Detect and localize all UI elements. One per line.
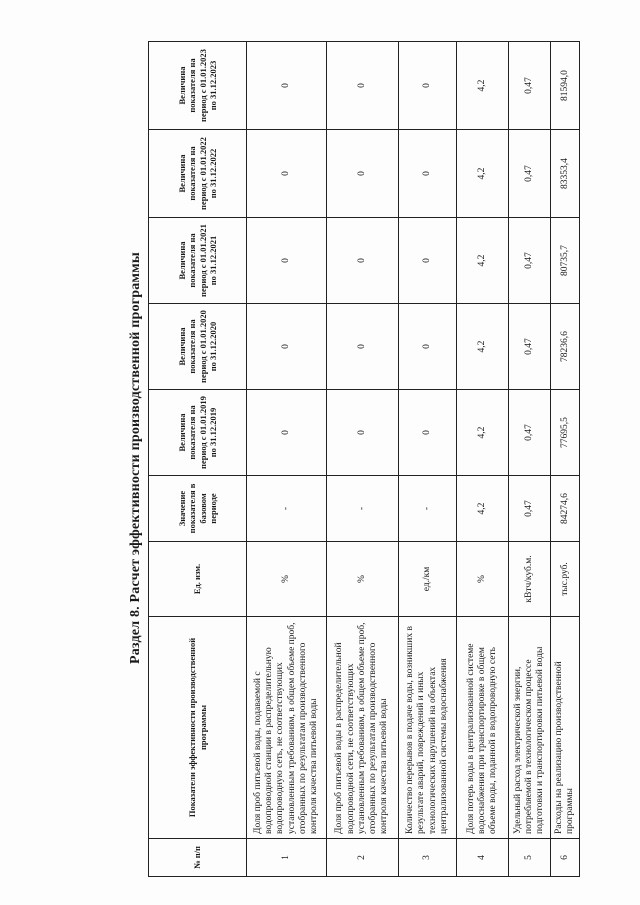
row-base-value: - xyxy=(327,476,399,542)
header-2023: Величина показателя на период с 01.01.2023 по 31.12.2023 xyxy=(149,42,247,130)
row-value-2023: 0 xyxy=(247,42,327,130)
row-value-2019: 77695,5 xyxy=(551,390,580,476)
row-value-2020: 78236,6 xyxy=(551,304,580,390)
row-value-2022: 83353,4 xyxy=(551,130,580,218)
row-value-2023: 0 xyxy=(399,42,457,130)
row-unit: тыс.руб. xyxy=(551,542,580,617)
row-value-2020: 0 xyxy=(327,304,399,390)
table-row xyxy=(327,42,399,877)
row-indicator: Удельный расход электрической энергии, потребляемой в технологическом процессе подготовки и транспортировки питьевой воды xyxy=(509,617,551,839)
row-value-2021: 4,2 xyxy=(457,218,509,304)
row-value-2019: 0 xyxy=(247,390,327,476)
row-value-2020: 0 xyxy=(399,304,457,390)
header-2020: Величина показателя на период с 01.01.2020 по 31.12.2020 xyxy=(149,304,247,390)
row-value-2022: 0 xyxy=(327,130,399,218)
row-value-2022: 0 xyxy=(399,130,457,218)
row-value-2023: 0 xyxy=(327,42,399,130)
row-num: 5 xyxy=(509,839,551,877)
row-num: 4 xyxy=(457,839,509,877)
row-unit: % xyxy=(327,542,399,617)
row-value-2019: 0 xyxy=(399,390,457,476)
row-num: 6 xyxy=(551,839,580,877)
header-num: № п/п xyxy=(149,839,247,877)
row-value-2022: 4,2 xyxy=(457,130,509,218)
row-value-2023: 4,2 xyxy=(457,42,509,130)
section-heading-container xyxy=(124,55,148,860)
row-value-2020: 4,2 xyxy=(457,304,509,390)
header-indicator: Показатели эффективности производственной программы xyxy=(149,617,247,839)
row-value-2020: 0 xyxy=(247,304,327,390)
row-base-value: - xyxy=(247,476,327,542)
row-base-value: 0,47 xyxy=(509,476,551,542)
row-base-value: 84274,6 xyxy=(551,476,580,542)
header-2022: Величина показателя на период с 01.01.2022 по 31.12.2022 xyxy=(149,130,247,218)
row-value-2021: 0 xyxy=(247,218,327,304)
row-num: 3 xyxy=(399,839,457,877)
row-num: 2 xyxy=(327,839,399,877)
table-container xyxy=(148,42,576,877)
row-indicator: Доля потерь воды в централизованной системе водоснабжения при транспортировке в общем объеме воды, поданной в водопроводную сеть xyxy=(457,617,509,839)
row-value-2022: 0,47 xyxy=(509,130,551,218)
row-indicator: Количество перерывов в подаче воды, возникших в результате аварий, повреждений и иных технологических нарушений на объектах централизованной системы водоснабжения xyxy=(399,617,457,839)
row-unit: ед./км xyxy=(399,542,457,617)
row-base-value: - xyxy=(399,476,457,542)
header-unit: Ед. изм. xyxy=(149,542,247,617)
row-value-2021: 0 xyxy=(327,218,399,304)
row-indicator: Доля проб питьевой воды, подаваемой с водопроводной станции в распределительную водопроводную сеть, не соответствующих установленным требованиям, в общем объеме проб, отобранных по результатам производственного контроля качества питьевой воды xyxy=(247,617,327,839)
row-value-2022: 0 xyxy=(247,130,327,218)
row-num: 1 xyxy=(247,839,327,877)
row-value-2021: 0 xyxy=(399,218,457,304)
row-value-2020: 0,47 xyxy=(509,304,551,390)
header-2019: Величина показателя на период с 01.01.2019 по 31.12.2019 xyxy=(149,390,247,476)
row-unit: % xyxy=(457,542,509,617)
header-base-period: Значение показателя в базовом периоде xyxy=(149,476,247,542)
row-value-2019: 4,2 xyxy=(457,390,509,476)
table-row xyxy=(457,42,509,877)
row-value-2019: 0 xyxy=(327,390,399,476)
row-indicator: Доля проб питьевой воды в распределительной водопроводной сети, не соответствующих установленным требованиям, в общем объеме проб, отобранных по результатам производственного контроля качества питьевой воды xyxy=(327,617,399,839)
table-row xyxy=(509,42,551,877)
row-value-2021: 0,47 xyxy=(509,218,551,304)
row-unit: % xyxy=(247,542,327,617)
row-unit: кВтч/куб.м. xyxy=(509,542,551,617)
row-value-2021: 80735,7 xyxy=(551,218,580,304)
table-row xyxy=(247,42,327,877)
row-value-2019: 0,47 xyxy=(509,390,551,476)
row-value-2023: 81594,0 xyxy=(551,42,580,130)
rotated-table-frame xyxy=(148,42,576,877)
table-header-row xyxy=(149,42,247,877)
efficiency-table xyxy=(148,41,580,877)
table-row xyxy=(551,42,580,877)
row-indicator: Расходы на реализацию производственной программы xyxy=(551,617,580,839)
table-row xyxy=(399,42,457,877)
section-title: Раздел 8. Расчет эффективности производственной программы xyxy=(128,251,143,664)
row-value-2023: 0,47 xyxy=(509,42,551,130)
header-2021: Величина показателя на период с 01.01.2021 по 31.12.2021 xyxy=(149,218,247,304)
row-base-value: 4,2 xyxy=(457,476,509,542)
